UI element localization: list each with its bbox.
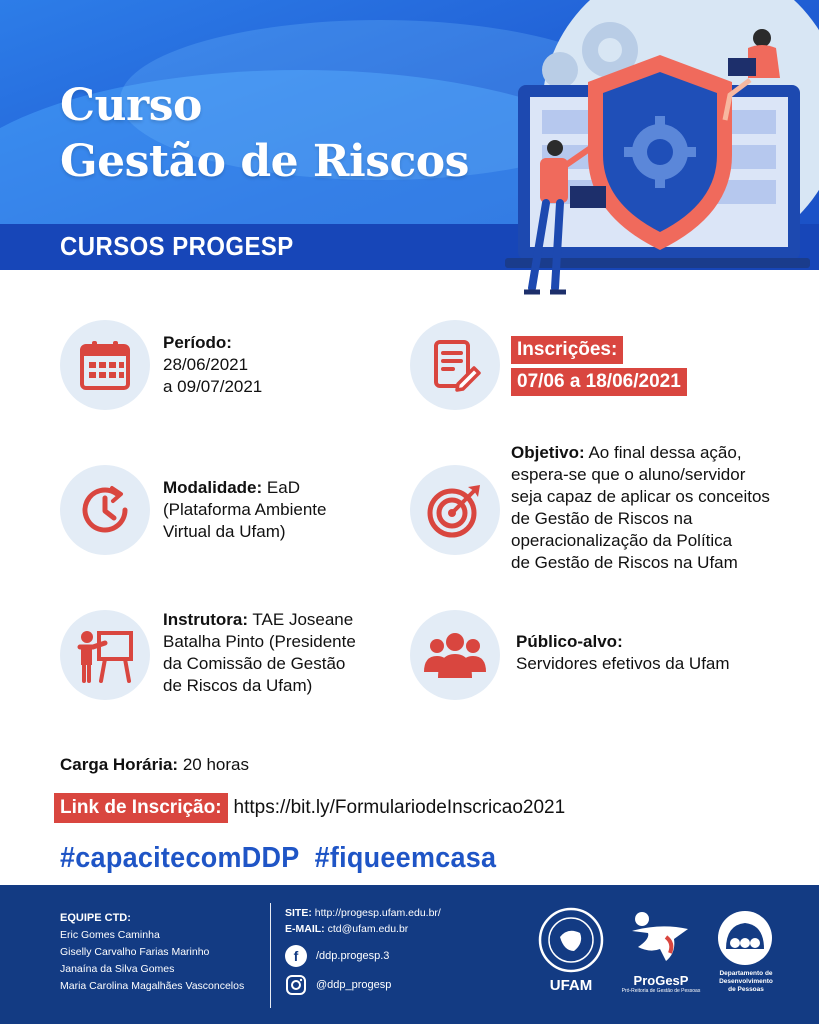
ddp-logo-line-1: Departamento de xyxy=(719,970,773,977)
target-icon-circle xyxy=(410,465,500,555)
email-label: E-MAIL: xyxy=(285,923,325,935)
periodo-label: Período: xyxy=(163,333,232,352)
objetivo-line-1: Ao final dessa ação, xyxy=(588,443,742,462)
objetivo-label: Objetivo: xyxy=(511,443,585,462)
carga-label: Carga Horária: xyxy=(60,755,179,774)
objetivo-line-3: seja capaz de aplicar os conceitos xyxy=(511,487,770,506)
team-member: Janaína da Silva Gomes xyxy=(60,963,175,975)
ddp-logo-line-2: Desenvolvimento xyxy=(719,978,773,985)
instrutora-line-4: de Riscos da Ufam) xyxy=(163,676,313,695)
footer-divider xyxy=(270,903,271,1008)
team-list xyxy=(60,910,244,995)
publico-value: Servidores efetivos da Ufam xyxy=(516,654,730,673)
clock-icon-circle xyxy=(60,465,150,555)
target-icon xyxy=(426,481,484,539)
contacts xyxy=(285,905,441,937)
publico-label: Público-alvo: xyxy=(516,632,623,651)
periodo-block xyxy=(163,332,262,398)
inscricoes-label: Inscrições: xyxy=(511,336,623,364)
group-icon-circle xyxy=(410,610,500,700)
facebook-row[interactable] xyxy=(285,945,389,967)
band-label: CURSOS PROGESP xyxy=(60,231,294,261)
security-shield-illustration xyxy=(500,0,819,300)
modalidade-line-2: (Plataforma Ambiente xyxy=(163,500,327,519)
hashtags: #capacitecomDDP #fiqueemcasa xyxy=(60,842,497,874)
objetivo-block xyxy=(511,442,770,574)
title-line-2: Gestão de Riscos xyxy=(60,136,469,187)
instagram-icon xyxy=(285,974,307,996)
team-heading: EQUIPE CTD: xyxy=(60,912,131,924)
inscricoes-block xyxy=(511,336,623,364)
carga-value: 20 horas xyxy=(182,755,250,774)
ufam-logo-text: UFAM xyxy=(549,977,593,994)
periodo-end: a 09/07/2021 xyxy=(163,377,263,396)
progesp-logo-mark xyxy=(630,909,692,969)
instrutora-label: Instrutora: xyxy=(163,610,248,629)
facebook-handle[interactable]: /ddp.progesp.3 xyxy=(316,950,390,962)
progesp-logo-subtitle: Pró-Reitoria de Gestão de Pessoas xyxy=(621,988,701,994)
page-title xyxy=(60,78,469,190)
instagram-handle[interactable]: @ddp_progesp xyxy=(316,979,392,991)
link-row xyxy=(54,793,565,823)
presenter-icon xyxy=(75,625,135,685)
ddp-logo-text xyxy=(706,970,786,994)
instrutora-line-3: da Comissão de Gestão xyxy=(163,654,346,673)
calendar-icon xyxy=(78,338,132,392)
email-link[interactable]: ctd@ufam.edu.br xyxy=(327,923,409,935)
objetivo-line-5: operacionalização da Política xyxy=(511,531,733,550)
ddp-logo-mark xyxy=(716,909,774,967)
footer xyxy=(0,885,819,1024)
instrutora-line-2: Batalha Pinto (Presidente xyxy=(163,632,356,651)
facebook-icon: f xyxy=(285,945,307,967)
inscricoes-dates: 07/06 a 18/06/2021 xyxy=(511,368,687,396)
publico-block xyxy=(516,631,730,675)
form-icon-circle xyxy=(410,320,500,410)
modalidade-label: Modalidade: xyxy=(163,478,263,497)
inscricoes-dates-block xyxy=(511,368,687,396)
registration-link[interactable]: https://bit.ly/FormulariodeInscricao2021 xyxy=(233,797,566,818)
group-icon xyxy=(424,630,486,680)
instagram-row[interactable] xyxy=(285,974,391,996)
clock-icon xyxy=(77,482,133,538)
objetivo-line-6: de Gestão de Riscos na Ufam xyxy=(511,553,738,572)
modalidade-line-3: Virtual da Ufam) xyxy=(163,522,286,541)
team-member: Eric Gomes Caminha xyxy=(60,929,160,941)
instrutora-value: TAE Joseane xyxy=(252,610,354,629)
ddp-logo-line-3: de Pessoas xyxy=(728,986,764,993)
team-member: Giselly Carvalho Farias Marinho xyxy=(60,946,210,958)
form-edit-icon xyxy=(428,338,482,392)
modalidade-block xyxy=(163,477,326,543)
modalidade-value: EaD xyxy=(266,478,300,497)
carga-horaria xyxy=(60,755,249,775)
objetivo-line-2: espera-se que o aluno/servidor xyxy=(511,465,746,484)
site-link[interactable]: http://progesp.ufam.edu.br/ xyxy=(314,907,441,919)
team-member: Maria Carolina Magalhães Vasconcelos xyxy=(60,980,245,992)
instrutora-block xyxy=(163,609,356,697)
objetivo-line-4: de Gestão de Riscos na xyxy=(511,509,693,528)
link-label: Link de Inscrição: xyxy=(54,793,228,823)
calendar-icon-circle xyxy=(60,320,150,410)
periodo-start: 28/06/2021 xyxy=(163,355,249,374)
progesp-logo-text: ProGesP xyxy=(633,973,689,988)
title-line-1: Curso xyxy=(60,80,202,131)
site-label: SITE: xyxy=(285,907,312,919)
ufam-seal-logo xyxy=(538,907,604,973)
presenter-icon-circle xyxy=(60,610,150,700)
